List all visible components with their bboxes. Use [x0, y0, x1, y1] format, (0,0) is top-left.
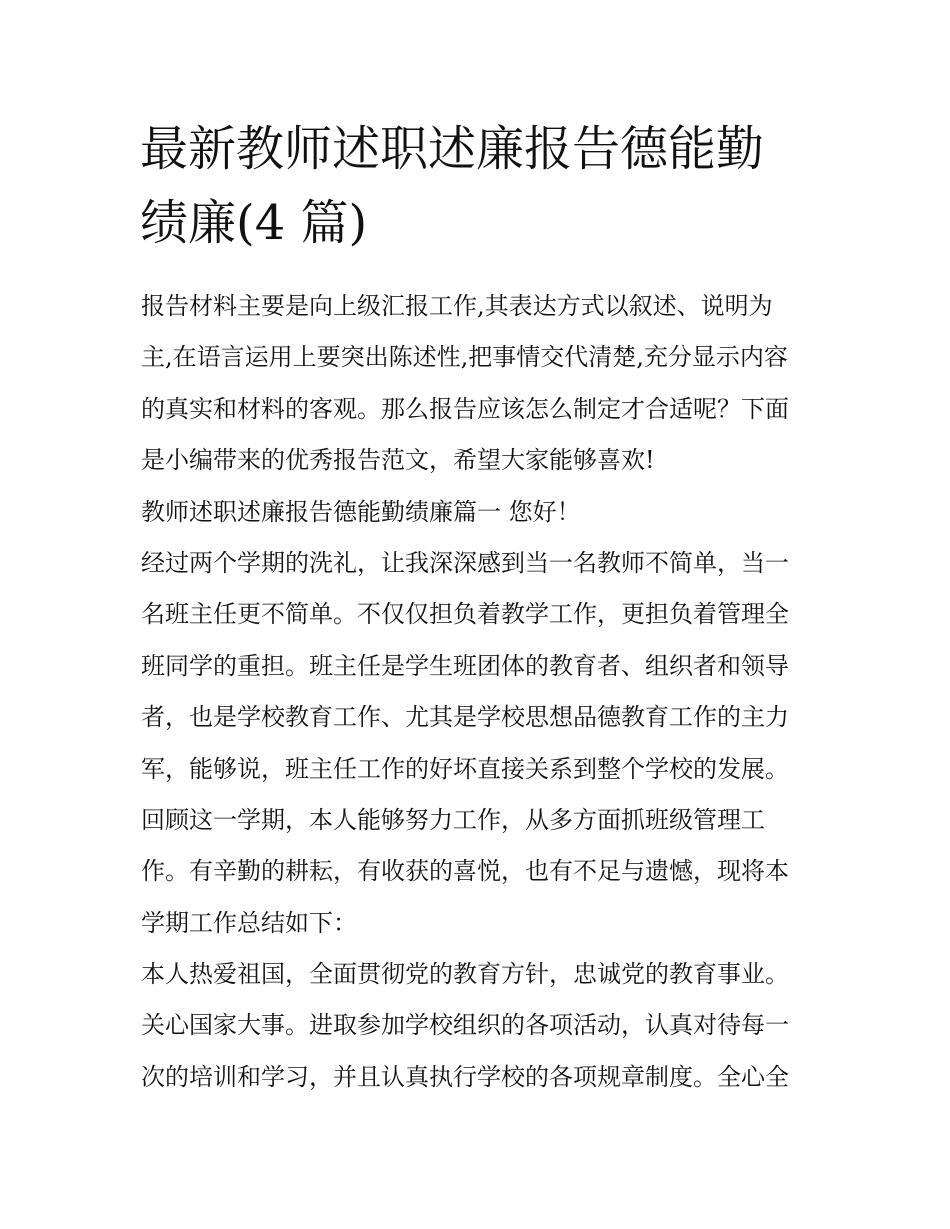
- paragraph-line: 者，也是学校教育工作、尤其是学校思想品德教育工作的主力: [141, 703, 789, 732]
- paragraph-line: 关心国家大事。进取参加学校组织的各项活动，认真对待每一: [141, 1011, 789, 1040]
- paragraph-line: 本人热爱祖国，全面贯彻党的教育方针，忠诚党的教育事业。: [141, 960, 789, 989]
- paragraph-line: 经过两个学期的洗礼，让我深深感到当一名教师不简单，当一: [141, 548, 789, 577]
- paragraph-line: 次的培训和学习，并且认真执行学校的各项规章制度。全心全: [141, 1062, 789, 1091]
- intro-line: 的真实和材料的客观。那么报告应该怎么制定才合适呢？下面: [141, 394, 789, 423]
- paragraph-line: 作。有辛勤的耕耘，有收获的喜悦，也有不足与遗憾，现将本: [141, 857, 789, 886]
- intro-line: 报告材料主要是向上级汇报工作,其表达方式以叙述、说明为: [141, 292, 773, 320]
- paragraph-line: 名班主任更不简单。不仅仅担负着教学工作，更担负着管理全: [141, 600, 789, 629]
- paragraph-line: 学期工作总结如下：: [141, 908, 357, 937]
- intro-line: 是小编带来的优秀报告范文，希望大家能够喜欢!: [141, 446, 655, 475]
- title-line: 绩廉(4 篇): [140, 195, 368, 251]
- paragraph-line: 班同学的重担。班主任是学生班团体的教育者、组织者和领导: [141, 651, 789, 680]
- title-line: 最新教师述职述廉报告德能勤: [140, 121, 765, 177]
- section-heading: 教师述职述廉报告德能勤绩廉篇一 您好！: [141, 497, 581, 526]
- intro-line: 主,在语言运用上要突出陈述性,把事情交代清楚,充分显示内容: [141, 343, 788, 372]
- paragraph-line: 回顾这一学期，本人能够努力工作，从多方面抓班级管理工: [141, 805, 765, 834]
- document-title: [140, 112, 840, 260]
- document-body: [141, 281, 821, 1103]
- paragraph-line: 军，能够说，班主任工作的好坏直接关系到整个学校的发展。: [141, 754, 789, 783]
